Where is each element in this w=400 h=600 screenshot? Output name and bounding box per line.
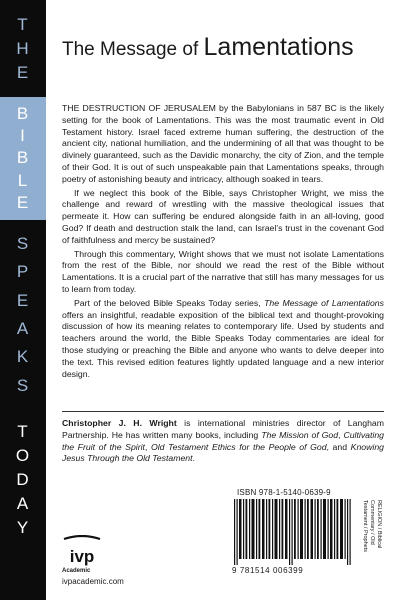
series-name-vertical: [0, 0, 46, 550]
author-bio: [62, 418, 384, 465]
spine-letter: P: [16, 262, 30, 282]
spine-word-speaks: [0, 220, 46, 410]
blurb-text: Part of the beloved Bible Speaks Today series,: [74, 297, 265, 308]
blurb-lead: THE DESTRUCTION OF JERUSALEM: [62, 103, 216, 113]
book-title-1: The Mission of God: [261, 429, 339, 440]
bio-text: .: [192, 453, 195, 464]
spine-letter: H: [16, 38, 30, 58]
spine-letter: E: [16, 62, 30, 82]
spine-letter: E: [16, 192, 30, 212]
publisher-website: ivpacademic.com: [62, 577, 124, 586]
spine-word-bible: [0, 97, 46, 220]
spine-letter: A: [16, 319, 30, 339]
spine-letter: O: [15, 446, 31, 465]
bio-text: is international ministries director of Langham Partnership. He has written many books, including: [62, 418, 384, 440]
spine-letter: S: [16, 234, 30, 254]
spine-letter: K: [16, 347, 30, 367]
spine-letter: A: [16, 494, 30, 513]
blurb-book-title: The Message of Lamentations: [264, 297, 384, 308]
book-title: [62, 33, 382, 62]
book-title-4: Knowing Jesus Through the Old Testament: [62, 441, 384, 464]
bio-text: ,: [144, 441, 151, 452]
spine-letter: B: [16, 148, 30, 168]
spine-letter: S: [16, 375, 30, 395]
spine-letter: L: [17, 170, 29, 190]
spine-letter: Y: [16, 518, 30, 537]
book-title-2: Cultivating the Fruit of the Spirit: [62, 429, 385, 452]
spine-panel: [0, 0, 46, 600]
isbn-label: ISBN 978-1-5140-0639-9: [237, 488, 331, 497]
section-divider: [62, 411, 384, 412]
barcode-image: [232, 499, 354, 565]
barcode-digits: 9 781514 006399: [232, 566, 304, 575]
blurb-text: offers an insightful, readable exposition of the biblical text and thought-provoking discussion of how its meaning relates to contemporary life. Used by students and teachers around the world, the Bible Speaks Today commentaries are ideal for those studying or preaching the Bible and anyone who wants to delve deeper into the text. This revised edition features lightly updated language and a new interior design.: [62, 309, 384, 379]
blurb: [62, 103, 384, 382]
category-label: RELIGION / Biblical Commentary / Old Testament / Prophets: [362, 500, 382, 552]
book-title-3: Old Testament Ethics for the People of God: [150, 441, 327, 452]
spine-letter: D: [16, 470, 30, 489]
title-main: Lamentations: [203, 33, 354, 61]
blurb-paragraph-2: If we neglect this book of the Bible, says Christopher Wright, we miss the challenge and reward of wrestling with the massive theological issues that permeate it. How can suffering be endured alongside faith in an all-loving, good God? If death and destruction stalk the land, can Israel’s trust in the covenant God of faithfulness and mercy be sustained?: [62, 187, 384, 245]
blurb-paragraph-1: [62, 103, 384, 186]
author-name: Christopher J. H. Wright: [62, 418, 177, 428]
blurb-paragraph-3: Through this commentary, Wright shows that we must not isolate Lamentations from the rest of the Bible, nor should we read the rest of the Bible without Lamentations. It is a crucial part of the narrative that still has many messages for us to learn from today.: [62, 248, 384, 294]
spine-letter: B: [16, 104, 30, 124]
blurb-paragraph-4: [62, 298, 384, 381]
spine-letter: E: [16, 290, 30, 310]
imprint-label: Academic: [62, 568, 91, 574]
bio-text: ,: [338, 429, 344, 440]
spine-letter: T: [17, 422, 29, 441]
spine-letter: I: [20, 126, 26, 146]
logo-text: ivp: [69, 547, 95, 566]
spine-letter: T: [17, 14, 29, 34]
ivp-logo-icon: [62, 535, 102, 569]
blurb-text: by the Babylonians in 587 BC is the likely setting for the book of Lamentations. This was the most traumatic event in Old Testament history. Israel faced extreme human suffering, the destruction of the ancient city, national humiliation, and the undermining of all that was thought to be divinely guaranteed, such as the Davidic monarchy, the city of Zion, and the temple of their God. It is out of such unspeakable pain that Lamentations speaks, through poetry of astonishing beauty and intricacy, although soaked in tears.: [62, 103, 385, 184]
spine-word-today: [0, 410, 46, 550]
title-prefix: The Message of: [62, 39, 204, 60]
bio-text: , and: [326, 441, 351, 452]
spine-word-the: [0, 0, 46, 97]
